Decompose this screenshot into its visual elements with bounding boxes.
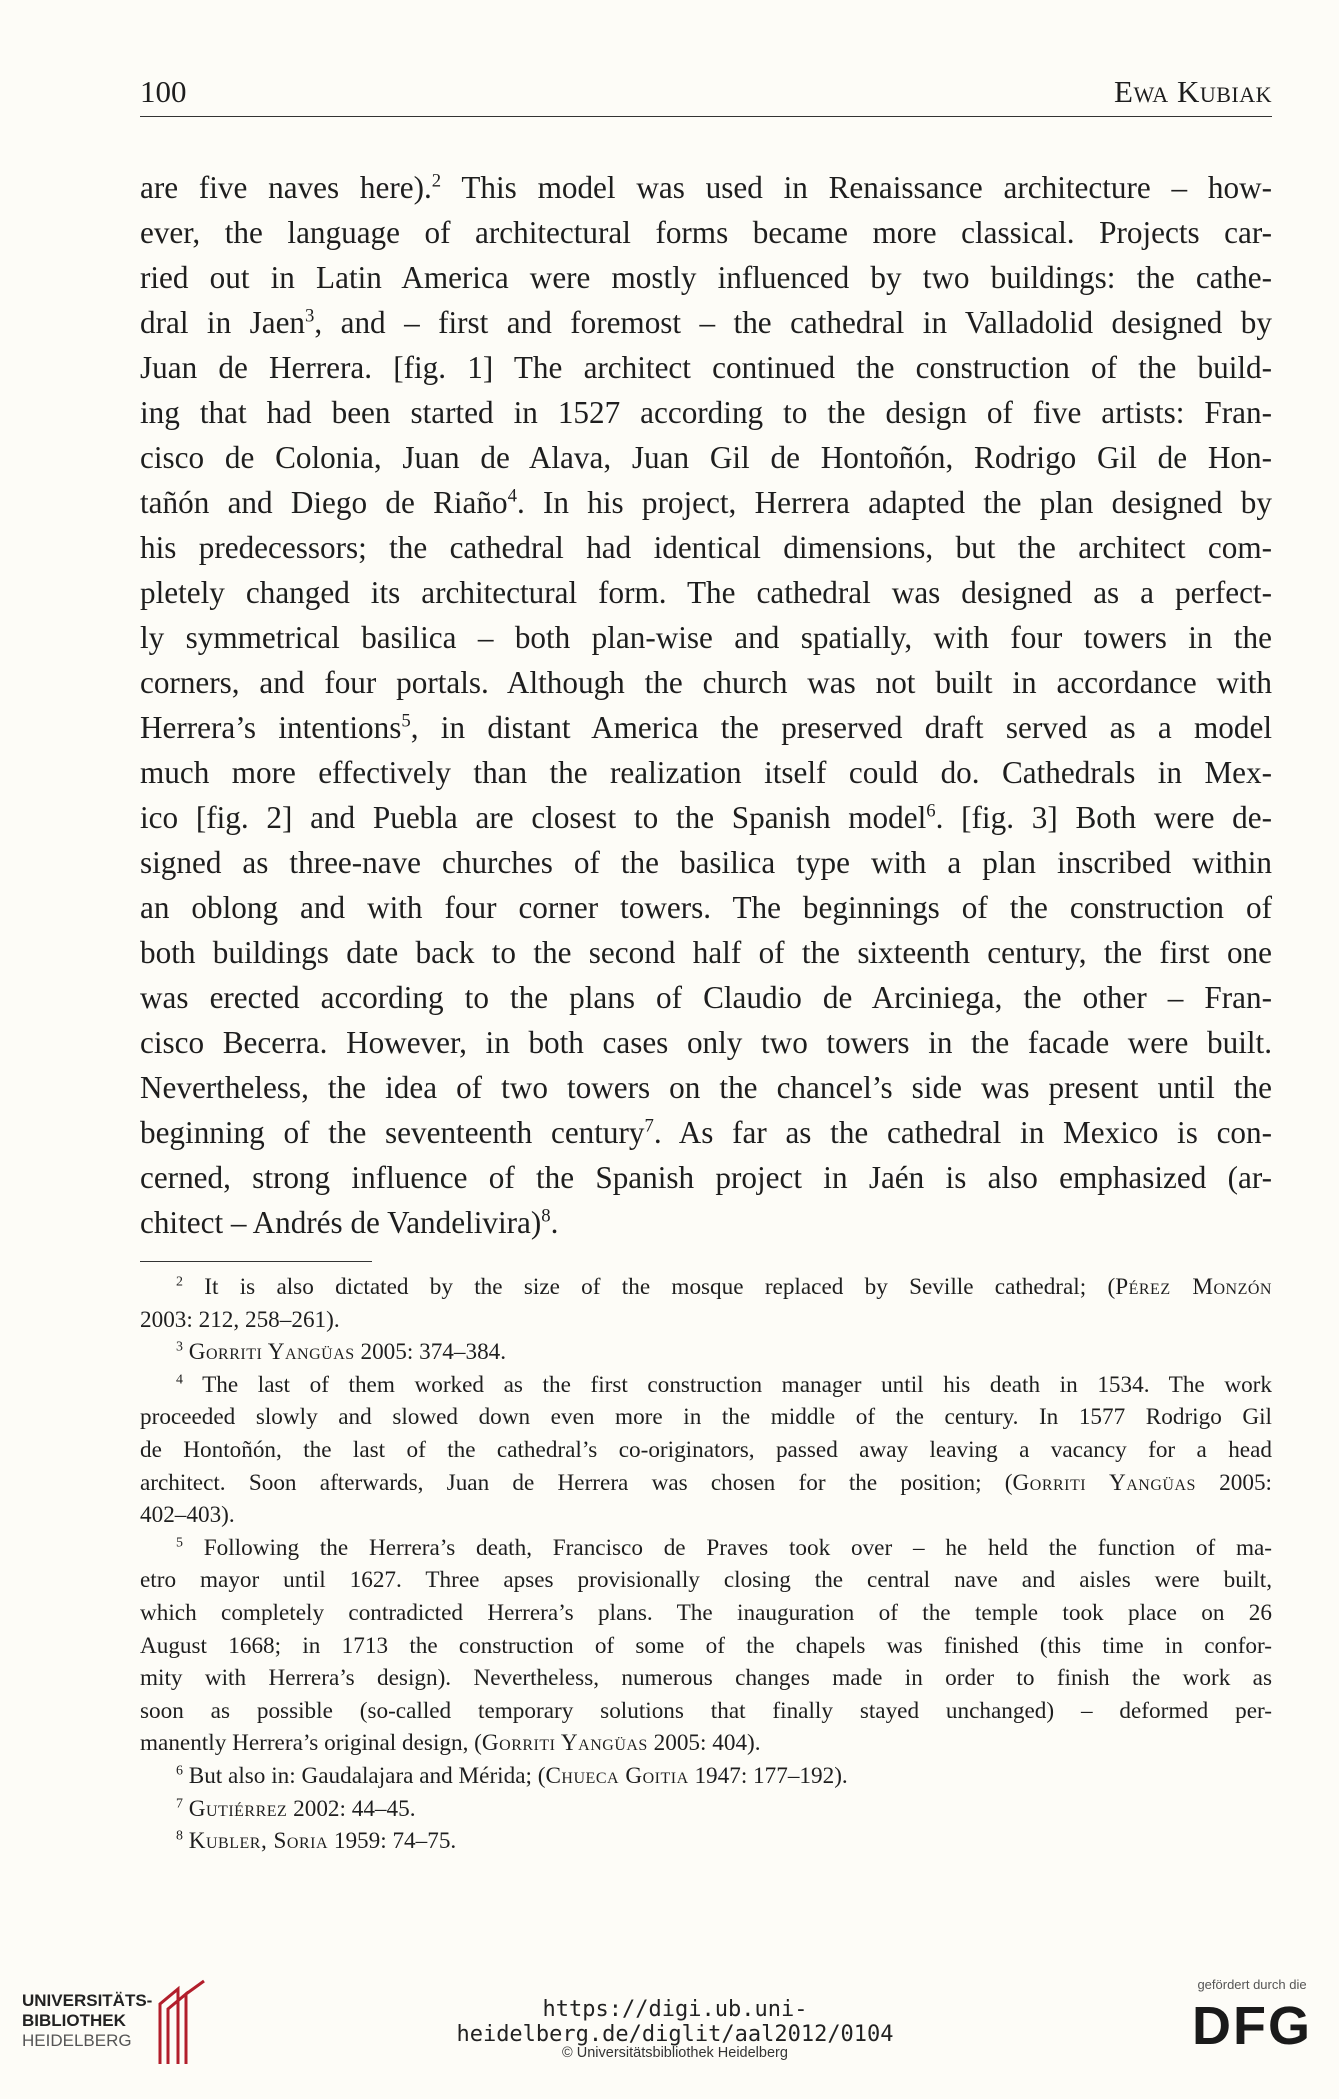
footnote-line: de Hontoñón, the last of the cathedral’s co-originators, passed away leaving a vacancy for a head xyxy=(140,1436,1272,1463)
cited-author: Pérez Monzón xyxy=(1115,1274,1272,1300)
cited-author: Chueca Goitia xyxy=(545,1762,689,1789)
footnote-ref[interactable]: 8 xyxy=(541,1205,551,1227)
body-line: are five naves here).$^2$ This model was used in Renaissance architecture – how- xyxy=(140,170,1272,205)
library-logo[interactable] xyxy=(22,1975,222,2085)
footnotes xyxy=(140,1271,1272,1858)
footnote-line: $^5$ Following the Herrera’s death, Francisco de Praves took over – he held the function of ma- xyxy=(176,1534,1272,1561)
body-line: beginning of the seventeenth century$^7$. As far as the cathedral in Mexico is con- xyxy=(140,1115,1272,1150)
copyright-note: © Universitätsbibliothek Heidelberg xyxy=(562,2045,788,2061)
cited-author: Gorriti Yangüas xyxy=(188,1339,355,1366)
footnote-ref[interactable]: 2 xyxy=(431,170,442,192)
footnote-line: $^8$ Kubler, Soria 1959: 74–75. xyxy=(176,1828,457,1855)
library-emblem-icon xyxy=(150,1979,210,2069)
footnote-line: architect. Soon afterwards, Juan de Herrera was chosen for the position; (Gorriti Yangüas 2005: xyxy=(140,1469,1272,1496)
library-name-line1: UNIVERSITÄTS- xyxy=(22,1991,153,2010)
footnote-number: 3 xyxy=(176,1339,183,1355)
footnote-line: which completely contradicted Herrera’s plans. The inauguration of the temple took place on 26 xyxy=(140,1599,1272,1626)
footnote-number: 8 xyxy=(176,1828,183,1844)
footnote-line: 2003: 212, 258–261). xyxy=(140,1306,340,1333)
footnote-line: $^4$ The last of them worked as the first construction manager until his death in 1534. The work xyxy=(176,1371,1272,1398)
page-footer xyxy=(0,1975,1339,2099)
footnote-line: etro mayor until 1627. Three apses provisionally closing the central nave and aisles were built, xyxy=(140,1567,1272,1594)
funder-name: DFG xyxy=(1192,1996,1312,2056)
cited-author: Gutiérrez xyxy=(188,1795,288,1822)
body-line: ried out in Latin America were mostly influenced by two buildings: the cathe- xyxy=(140,260,1272,295)
body-line: much more effectively than the realization itself could do. Cathedrals in Mex- xyxy=(140,755,1272,790)
body-line: signed as three-nave churches of the basilica type with a plan inscribed within xyxy=(140,845,1272,880)
library-name-line3: HEIDELBERG xyxy=(22,2031,132,2050)
footnote-ref[interactable]: 3 xyxy=(305,305,315,327)
running-head xyxy=(140,74,1272,110)
body-line: cisco Becerra. However, in both cases only two towers in the facade were built. xyxy=(140,1025,1272,1060)
footnote-line: $^6$ But also in: Gaudalajara and Mérida; (Chueca Goitia 1947: 177–192). xyxy=(176,1762,848,1789)
author-name: Ewa Kubiak xyxy=(1114,74,1272,109)
library-name-line2: BIBLIOTHEK xyxy=(22,2011,126,2030)
footnote-number: 5 xyxy=(176,1535,183,1551)
footnote-number: 4 xyxy=(176,1372,183,1388)
body-line: an oblong and with four corner towers. The beginnings of the construction of xyxy=(140,890,1272,925)
footnote-line: manently Herrera’s original design, (Gorriti Yangüas 2005: 404). xyxy=(140,1730,761,1757)
footnote-ref[interactable]: 4 xyxy=(507,485,517,507)
footnote-line: $^7$ Gutiérrez 2002: 44–45. xyxy=(176,1795,416,1822)
permalink-url[interactable]: https://digi.ub.uni-heidelberg.de/diglit/aal2012/0104 xyxy=(456,1997,894,2047)
footnote-number: 6 xyxy=(176,1763,183,1779)
body-line: ico [fig. 2] and Puebla are closest to the Spanish model$^6$. [fig. 3] Both were de- xyxy=(140,800,1272,835)
header-rule xyxy=(140,116,1272,117)
footnote-line: soon as possible (so-called temporary solutions that finally stayed unchanged) – deformed per- xyxy=(140,1697,1272,1724)
funder-note: gefördert durch die xyxy=(1197,1977,1307,1992)
body-line: dral in Jaen$^3$, and – first and foremost – the cathedral in Valladolid designed by xyxy=(140,305,1272,340)
body-line: corners, and four portals. Although the church was not built in accordance with xyxy=(140,665,1272,700)
body-line: ever, the language of architectural forms became more classical. Projects car- xyxy=(140,215,1272,250)
footnote-separator xyxy=(140,1261,372,1262)
body-line: Herrera’s intentions$^5$, in distant America the preserved draft served as a model xyxy=(140,710,1273,745)
footnote-line: proceeded slowly and slowed down even more in the middle of the century. In 1577 Rodrigo Gil xyxy=(140,1404,1272,1431)
footnote-line: $^3$ Gorriti Yangüas 2005: 374–384. xyxy=(176,1339,507,1366)
footnote-line: August 1668; in 1713 the construction of some of the chapels was finished (this time in confor- xyxy=(140,1632,1272,1659)
body-line: Juan de Herrera. [fig. 1] The architect continued the construction of the build- xyxy=(140,350,1272,385)
footnote-ref[interactable]: 5 xyxy=(401,710,411,732)
footnote-line: $^2$ It is also dictated by the size of the mosque replaced by Seville cathedral; (Pérez Monzón xyxy=(176,1274,1272,1300)
footnote-number: 7 xyxy=(176,1795,183,1811)
body-line: was erected according to the plans of Claudio de Arciniega, the other – Fran- xyxy=(140,980,1272,1015)
cited-author: Gorriti Yangüas xyxy=(481,1730,648,1757)
cited-author: Kubler, Soria xyxy=(188,1828,329,1855)
body-line: ing that had been started in 1527 according to the design of five artists: Fran- xyxy=(140,395,1272,430)
body-line: pletely changed its architectural form. The cathedral was designed as a perfect- xyxy=(140,575,1272,610)
footnote-ref[interactable]: 7 xyxy=(644,1115,654,1137)
body-line: ly symmetrical basilica – both plan-wise and spatially, with four towers in the xyxy=(140,620,1272,655)
page-number: 100 xyxy=(140,74,187,109)
body-line: his predecessors; the cathedral had identical dimensions, but the architect com- xyxy=(140,530,1272,565)
footnote-ref[interactable]: 6 xyxy=(926,800,936,822)
body-line: chitect – Andrés de Vandelivira)$^8$. xyxy=(140,1205,559,1240)
footnote-line: 402–403). xyxy=(140,1502,235,1529)
body-line: cerned, strong influence of the Spanish project in Jaén is also emphasized (ar- xyxy=(140,1160,1272,1195)
body-line: both buildings date back to the second half of the sixteenth century, the first one xyxy=(140,935,1272,970)
cited-author: Gorriti Yangüas xyxy=(1012,1469,1196,1496)
dfg-logo[interactable] xyxy=(1187,1977,1317,2056)
body-line: Nevertheless, the idea of two towers on the chancel’s side was present until the xyxy=(140,1070,1272,1105)
footnote-number: 2 xyxy=(176,1274,183,1290)
footnote-line: mity with Herrera’s design). Nevertheless, numerous changes made in order to finish the work as xyxy=(140,1665,1272,1692)
body-text xyxy=(140,165,1272,1245)
body-line: tañón and Diego de Riaño$^4$. In his project, Herrera adapted the plan designed by xyxy=(140,485,1272,520)
body-line: cisco de Colonia, Juan de Alava, Juan Gil de Hontoñón, Rodrigo Gil de Hon- xyxy=(140,440,1272,475)
